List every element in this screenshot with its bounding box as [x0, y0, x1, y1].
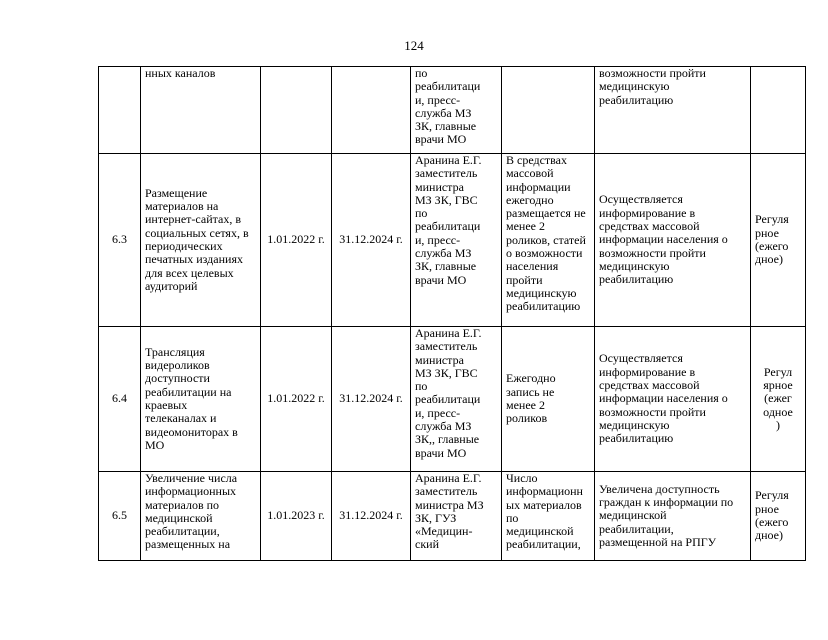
measure-name: Трансляция видероликов доступности реабилитации на краевых телеканалах и видеомониторах в МО	[141, 327, 261, 472]
measures-table	[98, 66, 806, 561]
table-row	[99, 154, 806, 327]
row-number: 6.4	[99, 327, 141, 472]
expected-result: возможности пройти медицинскую реабилитацию	[595, 67, 751, 154]
end-date: 31.12.2024 г.	[332, 472, 411, 561]
start-date	[261, 67, 332, 154]
row-number: 6.3	[99, 154, 141, 327]
measure-name: Увеличение числа информационных материалов по медицинской реабилитации, размещенных на	[141, 472, 261, 561]
responsible: Аранина Е.Г. заместитель министра МЗ ЗК, ГВС по реабилитаци и, пресс- служба МЗ ЗК,, главные врачи МО	[411, 327, 502, 472]
row-number	[99, 67, 141, 154]
responsible: Аранина Е.Г. заместитель министра МЗ ЗК, ГВС по реабилитаци и, пресс- служба МЗ ЗК, главные врачи МО	[411, 154, 502, 327]
start-date: 1.01.2022 г.	[261, 327, 332, 472]
start-date: 1.01.2022 г.	[261, 154, 332, 327]
expected-result: Увеличена доступность граждан к информации по медицинской реабилитации, размещенной на РПГУ	[595, 472, 751, 561]
row-number: 6.5	[99, 472, 141, 561]
end-date: 31.12.2024 г.	[332, 327, 411, 472]
expected-result: Осуществляется информирование в средствах массовой информации населения о возможности пройти медицинскую реабилитацию	[595, 154, 751, 327]
end-date	[332, 67, 411, 154]
indicator: В средствах массовой информации ежегодно размещается не менее 2 роликов, статей о возможности населения пройти медицинскую реабилитацию	[502, 154, 595, 327]
indicator: Число информационн ых материалов по медицинской реабилитации,	[502, 472, 595, 561]
page-number: 124	[404, 38, 424, 53]
table-row	[99, 472, 806, 561]
expected-result: Осуществляется информирование в средствах массовой информации населения о возможности пройти медицинскую реабилитацию	[595, 327, 751, 472]
indicator	[502, 67, 595, 154]
start-date: 1.01.2023 г.	[261, 472, 332, 561]
responsible: Аранина Е.Г. заместитель министра МЗ ЗК, ГУЗ «Медицин- ский	[411, 472, 502, 561]
measure-name: нных каналов	[141, 67, 261, 154]
periodicity: Регуля рное (ежего дное)	[751, 154, 806, 327]
periodicity	[751, 67, 806, 154]
measure-name: Размещение материалов на интернет-сайтах, в социальных сетях, в периодических печатных изданиях для всех целевых аудиторий	[141, 154, 261, 327]
responsible: по реабилитаци и, пресс- служба МЗ ЗК, главные врачи МО	[411, 67, 502, 154]
indicator: Ежегодно запись не менее 2 роликов	[502, 327, 595, 472]
periodicity: Регуля рное (ежего дное)	[751, 472, 806, 561]
table-row	[99, 327, 806, 472]
table-row	[99, 67, 806, 154]
end-date: 31.12.2024 г.	[332, 154, 411, 327]
periodicity: Регул ярное (ежег одное )	[751, 327, 806, 472]
